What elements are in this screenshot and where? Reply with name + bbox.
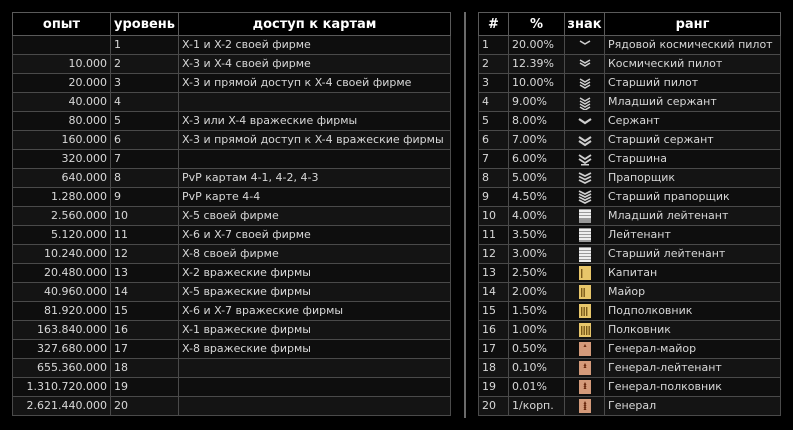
rank-num-cell: 8 [479,169,509,188]
table-row [479,112,781,131]
rank-pct-cell: 10.00% [509,74,565,93]
rank-pct-cell: 3.50% [509,226,565,245]
rank-name-cell: Капитан [605,264,781,283]
level-cell: 10 [111,207,179,226]
exp-cell: 1.310.720.000 [13,378,111,397]
table-row [13,207,451,226]
level-cell: 12 [111,245,179,264]
level-cell: 2 [111,55,179,74]
rank-name-cell: Младший сержант [605,93,781,112]
column-divider [464,12,466,418]
rank-name-cell: Старший прапорщик [605,188,781,207]
access-cell: X-5 вражеские фирмы [179,283,451,302]
access-cell: X-1 и X-2 своей фирме [179,36,451,55]
access-cell: X-3 и X-4 своей фирме [179,55,451,74]
table-row [13,55,451,74]
rank-name-cell: Рядовой космический пилот [605,36,781,55]
level-cell: 4 [111,93,179,112]
exp-cell: 40.960.000 [13,283,111,302]
bars-2-icon [576,227,594,243]
access-cell: X-8 вражеские фирмы [179,340,451,359]
gold-3-icon [576,303,594,319]
rank-name-cell: Генерал [605,397,781,416]
table-row [479,359,781,378]
table-row [479,397,781,416]
rank-insignia-cell [565,340,605,359]
table-row [13,340,451,359]
levels-table [12,12,451,416]
rank-name-cell: Лейтенант [605,226,781,245]
access-cell: X-2 вражеские фирмы [179,264,451,283]
table-row [479,283,781,302]
header-access: доступ к картам [179,13,451,36]
rank-insignia-cell [565,74,605,93]
rank-pct-cell: 2.50% [509,264,565,283]
table-row [479,131,781,150]
table-row [13,226,451,245]
rank-pct-cell: 3.00% [509,245,565,264]
table-row [13,74,451,93]
exp-cell: 320.000 [13,150,111,169]
rank-insignia-cell [565,283,605,302]
general-1-icon [576,341,594,357]
rank-pct-cell: 1.50% [509,302,565,321]
level-cell: 20 [111,397,179,416]
rank-insignia-cell [565,397,605,416]
rank-pct-cell: 0.10% [509,359,565,378]
table-row [479,169,781,188]
access-cell: X-6 и X-7 вражеские фирмы [179,302,451,321]
table-row [479,378,781,397]
header-pct: % [509,13,565,36]
exp-cell: 5.120.000 [13,226,111,245]
exp-cell: 20.000 [13,74,111,93]
exp-cell: 80.000 [13,112,111,131]
table-row [13,283,451,302]
table-row [13,378,451,397]
exp-cell: 40.000 [13,93,111,112]
level-cell: 1 [111,36,179,55]
level-cell: 11 [111,226,179,245]
level-cell: 15 [111,302,179,321]
chevron-1-icon [576,37,594,53]
header-rank: ранг [605,13,781,36]
exp-cell: 10.240.000 [13,245,111,264]
gold-2-icon [576,284,594,300]
exp-cell: 655.360.000 [13,359,111,378]
table-row [13,397,451,416]
rank-insignia-cell [565,264,605,283]
table-row [13,264,451,283]
table-row [479,302,781,321]
exp-cell: 327.680.000 [13,340,111,359]
table-row [479,188,781,207]
rank-num-cell: 1 [479,36,509,55]
table-row [479,207,781,226]
gold-4-icon [576,322,594,338]
rank-insignia-cell [565,93,605,112]
access-cell: X-3 или X-4 вражеские фирмы [179,112,451,131]
rank-num-cell: 19 [479,378,509,397]
general-2-icon [576,360,594,376]
sergeant-icon [576,113,594,129]
senior-sergeant-icon [576,132,594,148]
level-cell: 13 [111,264,179,283]
rank-num-cell: 15 [479,302,509,321]
rank-num-cell: 6 [479,131,509,150]
table-row [13,112,451,131]
table-row [479,74,781,93]
level-cell: 8 [111,169,179,188]
rank-insignia-cell [565,55,605,74]
rank-name-cell: Старшина [605,150,781,169]
rank-insignia-cell [565,226,605,245]
rank-num-cell: 5 [479,112,509,131]
rank-pct-cell: 5.00% [509,169,565,188]
access-cell: PvP карте 4-4 [179,188,451,207]
access-cell: PvP картам 4-1, 4-2, 4-3 [179,169,451,188]
rank-name-cell: Космический пилот [605,55,781,74]
rank-insignia-cell [565,302,605,321]
rank-num-cell: 9 [479,188,509,207]
rank-pct-cell: 9.00% [509,93,565,112]
rank-name-cell: Старший пилот [605,74,781,93]
rank-name-cell: Генерал-лейтенант [605,359,781,378]
rank-num-cell: 11 [479,226,509,245]
rank-pct-cell: 20.00% [509,36,565,55]
table-row [479,245,781,264]
level-cell: 17 [111,340,179,359]
exp-cell: 163.840.000 [13,321,111,340]
rank-num-cell: 17 [479,340,509,359]
header-level: уровень [111,13,179,36]
table-row [13,321,451,340]
rank-pct-cell: 6.00% [509,150,565,169]
ranks-header-row [479,13,781,36]
rank-name-cell: Старший лейтенант [605,245,781,264]
rank-insignia-cell [565,207,605,226]
access-cell [179,359,451,378]
rank-pct-cell: 4.50% [509,188,565,207]
rank-num-cell: 20 [479,397,509,416]
access-cell: X-3 и прямой доступ к X-4 вражеские фирмы [179,131,451,150]
chevron-4-icon [576,94,594,110]
header-num: # [479,13,509,36]
table-row [479,340,781,359]
rank-pct-cell: 1.00% [509,321,565,340]
exp-cell: 81.920.000 [13,302,111,321]
table-row [13,169,451,188]
rank-insignia-cell [565,245,605,264]
rank-insignia-cell [565,359,605,378]
exp-cell: 640.000 [13,169,111,188]
rank-name-cell: Сержант [605,112,781,131]
rank-insignia-cell [565,188,605,207]
access-cell: X-1 вражеские фирмы [179,321,451,340]
rank-num-cell: 10 [479,207,509,226]
rank-name-cell: Прапорщик [605,169,781,188]
table-row [479,55,781,74]
petty-officer-icon [576,151,594,167]
level-cell: 9 [111,188,179,207]
level-cell: 14 [111,283,179,302]
rank-num-cell: 7 [479,150,509,169]
table-row [13,245,451,264]
table-row [479,226,781,245]
rank-pct-cell: 0.50% [509,340,565,359]
exp-cell: 2.560.000 [13,207,111,226]
access-cell [179,150,451,169]
access-cell [179,378,451,397]
rank-insignia-cell [565,378,605,397]
table-row [13,188,451,207]
rank-insignia-cell [565,112,605,131]
senior-ensign-icon [576,189,594,205]
table-row [479,36,781,55]
rank-name-cell: Майор [605,283,781,302]
bars-1-icon [576,208,594,224]
exp-cell [13,36,111,55]
rank-num-cell: 12 [479,245,509,264]
table-row [479,321,781,340]
table-row [479,264,781,283]
rank-num-cell: 4 [479,93,509,112]
access-cell [179,397,451,416]
rank-name-cell: Младший лейтенант [605,207,781,226]
level-cell: 7 [111,150,179,169]
rank-insignia-cell [565,321,605,340]
rank-name-cell: Генерал-майор [605,340,781,359]
bars-3-icon [576,246,594,262]
rank-insignia-cell [565,36,605,55]
header-insignia: знак [565,13,605,36]
rank-name-cell: Генерал-полковник [605,378,781,397]
rank-pct-cell: 8.00% [509,112,565,131]
rank-pct-cell: 7.00% [509,131,565,150]
rank-num-cell: 16 [479,321,509,340]
ranks-table [478,12,781,416]
rank-pct-cell: 0.01% [509,378,565,397]
rank-num-cell: 2 [479,55,509,74]
table-row [13,302,451,321]
exp-cell: 1.280.000 [13,188,111,207]
access-cell: X-3 и прямой доступ к X-4 своей фирме [179,74,451,93]
rank-name-cell: Подполковник [605,302,781,321]
rank-pct-cell: 12.39% [509,55,565,74]
rank-num-cell: 18 [479,359,509,378]
rank-num-cell: 13 [479,264,509,283]
access-cell: X-5 своей фирме [179,207,451,226]
table-row [13,36,451,55]
rank-pct-cell: 4.00% [509,207,565,226]
table-row [13,93,451,112]
rank-insignia-cell [565,131,605,150]
table-row [13,150,451,169]
rank-num-cell: 3 [479,74,509,93]
chevron-2-icon [576,56,594,72]
exp-cell: 160.000 [13,131,111,150]
access-cell [179,93,451,112]
header-exp: опыт [13,13,111,36]
table-row [479,150,781,169]
access-cell: X-6 и X-7 своей фирме [179,226,451,245]
exp-cell: 10.000 [13,55,111,74]
level-cell: 6 [111,131,179,150]
rank-insignia-cell [565,169,605,188]
rank-pct-cell: 1/корп. [509,397,565,416]
rank-name-cell: Старший сержант [605,131,781,150]
table-row [13,359,451,378]
exp-cell: 2.621.440.000 [13,397,111,416]
level-cell: 16 [111,321,179,340]
access-cell: X-8 своей фирме [179,245,451,264]
table-row [479,93,781,112]
level-cell: 5 [111,112,179,131]
chevron-3-icon [576,75,594,91]
table-row [13,131,451,150]
general-4-icon [576,398,594,414]
ensign-icon [576,170,594,186]
rank-pct-cell: 2.00% [509,283,565,302]
rank-insignia-cell [565,150,605,169]
levels-header-row [13,13,451,36]
level-cell: 18 [111,359,179,378]
level-cell: 19 [111,378,179,397]
general-3-icon [576,379,594,395]
rank-num-cell: 14 [479,283,509,302]
level-cell: 3 [111,74,179,93]
exp-cell: 20.480.000 [13,264,111,283]
rank-name-cell: Полковник [605,321,781,340]
gold-1-icon [576,265,594,281]
